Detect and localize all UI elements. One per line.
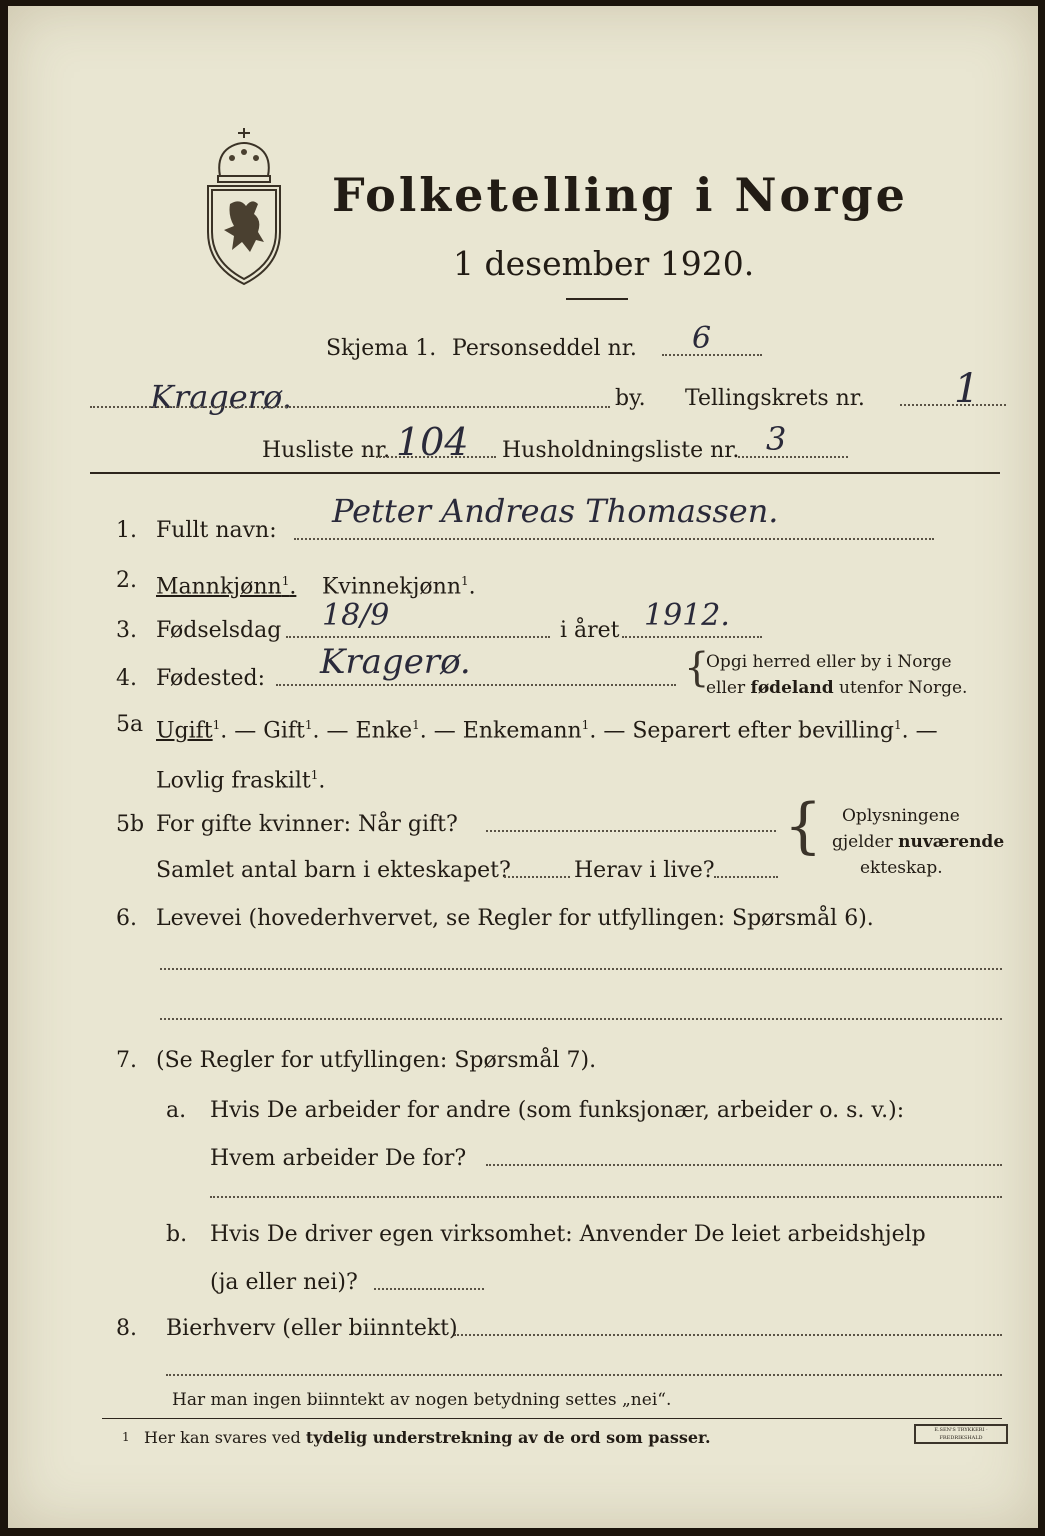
form-title: Folketelling i Norge [332,168,908,222]
q2-number: 2. [116,568,137,593]
q2-female-option: Kvinnekjønn$^1$. [322,574,476,600]
q4-note-line2: eller fødeland utenfor Norge. [706,678,968,698]
q4-birthplace-value: Kragerø. [320,642,471,682]
husholdning-value: 3 [766,420,787,458]
q5b-when-married-label: For gifte kvinner: Når gift? [156,812,458,837]
q5a-ugift: Ugift [156,718,213,744]
q4-note-line1: Opgi herred eller by i Norge [706,652,952,672]
by-value: Kragerø. [150,378,292,416]
q6-label: Levevei (hovederhvervet, se Regler for utfyllingen: Spørsmål 6). [156,906,874,931]
header-rule [90,472,1000,474]
q7a-question: Hvem arbeider De for? [210,1146,467,1171]
q5b-children-label: Samlet antal barn i ekteskapet? [156,858,511,883]
husliste-label: Husliste nr. [262,438,391,463]
title-divider [566,298,628,300]
q5b-note-line2: gjelder nuværende [832,832,1005,852]
personseddel-value: 6 [692,321,712,356]
q3-birthday-value: 18/9 [322,598,390,633]
q7a-text: Hvis De arbeider for andre (som funksjonær, arbeider o. s. v.): [210,1098,905,1123]
footer-note: Har man ingen biinntekt av nogen betydning settes „nei“. [172,1390,672,1410]
q3-year-label: i året [560,618,620,643]
footnote-number: 1 [122,1430,130,1444]
census-form: Folketelling i Norge 1 desember 1920. Skjema 1. Personseddel nr. 6 Kragerø. by. Tellingskrets nr. 1 Husliste nr. 104 Husholdningsliste nr. 3 1. Fullt navn: Petter Andreas Thomassen. 2. Mannkjønn$^1$. Kvinnekjønn$^1$. 3. Fødselsdag 18/9 i året 1912. 4. Fødested: Kragerø. { Opgi herred eller by i Norge eller fødeland utenfor Norge. 5a Ugift$^1$. — Gift$^1$. — Enke$^1$. — Enkemann$^1$. — Separert efter bevilling$^1$. — Lovlig fraskilt$^1$. 5b For gifte kvinner: Når gift? Samlet antal barn i ekteskapet? Herav i live? { Oplysningene gjelder nuværende ekteskap. 6. Levevei (hovederhvervet, se Regler for utfyllingen: Spørsmål 6). 7. (Se Regler for utfyllingen: Spørsmål 7). a. Hvis De arbeider for andre (som funksjonær, arbeider o. s. v.): Hvem arbeider De for? b. Hvis De driver egen virksomhet: Anvender De leiet arbeidshjelp (ja eller nei)? 8. Bierhverv (eller biinntekt) Har man ingen biinntekt av nogen betydning settes „nei“. 1 Her kan svares ved tydelig understrekning av de ord som passer. E.SEN'S TRYKKERI · FREDRIKSHALD [8,6,1038,1528]
q2-male-option: Mannkjønn$^1$. [156,574,297,600]
printer-stamp: E.SEN'S TRYKKERI · FREDRIKSHALD [914,1424,1008,1444]
q6-number: 6. [116,906,137,931]
q1-full-name-value: Petter Andreas Thomassen. [332,492,779,530]
footer-rule [102,1418,1002,1419]
form-subtitle: 1 desember 1920. [453,244,755,283]
by-label: by. [615,386,646,411]
q3-number: 3. [116,618,137,643]
q5a-marital-options: Ugift$^1$. — Gift$^1$. — Enke$^1$. — Enkemann$^1$. — Separert efter bevilling$^1$. — [156,718,938,744]
tellingskrets-value: 1 [954,366,980,412]
q1-number: 1. [116,518,137,543]
q7a-letter: a. [166,1098,187,1123]
q5a-number: 5a [116,712,144,737]
personseddel-label: Personseddel nr. [452,336,637,361]
q7b-question: (ja eller nei)? [210,1270,358,1295]
skjema-label: Skjema 1. [326,336,437,361]
q1-label: Fullt navn: [156,518,277,543]
q5b-note-line3: ekteskap. [860,858,943,878]
coat-of-arms-icon [198,124,290,288]
q7-label: (Se Regler for utfyllingen: Spørsmål 7). [156,1048,597,1073]
tellingskrets-label: Tellingskrets nr. [685,386,865,411]
q5b-note-line1: Oplysningene [842,806,960,826]
q5b-alive-label: Herav i live? [574,858,715,883]
q5b-number: 5b [116,812,145,837]
q7b-text: Hvis De driver egen virksomhet: Anvender De leiet arbeidshjelp [210,1222,926,1247]
q4-label: Fødested: [156,666,266,691]
husholdning-label: Husholdningsliste nr. [502,438,740,463]
q5a-fraskilt: Lovlig fraskilt$^1$. [156,768,326,794]
footnote-text: Her kan svares ved tydelig understrekning av de ord som passer. [144,1428,711,1447]
q7-number: 7. [116,1048,137,1073]
q8-label: Bierhverv (eller biinntekt) [166,1316,458,1341]
husliste-value: 104 [396,420,469,464]
q3-year-value: 1912. [644,598,730,633]
q7b-letter: b. [166,1222,188,1247]
q8-number: 8. [116,1316,137,1341]
q3-label: Fødselsdag [156,618,282,643]
q4-number: 4. [116,666,137,691]
